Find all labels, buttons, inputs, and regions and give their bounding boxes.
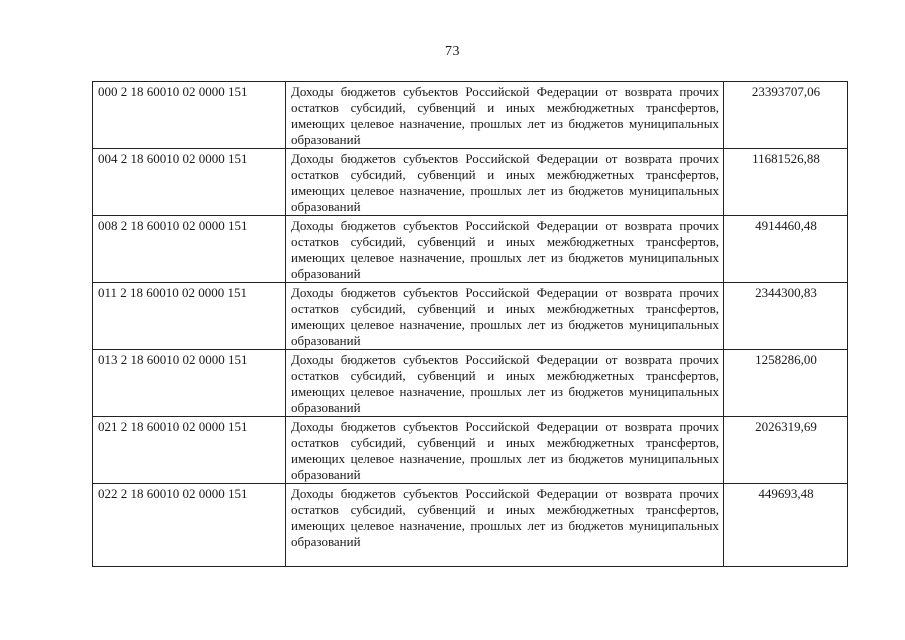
table-row [93,149,848,216]
table-row [93,350,848,417]
amount-cell: 23393707,06 [724,82,848,149]
table-row [93,484,848,567]
budget-code-cell: 004 2 18 60010 02 0000 151 [93,149,286,216]
budget-code-cell: 022 2 18 60010 02 0000 151 [93,484,286,567]
amount-cell: 2026319,69 [724,417,848,484]
budget-code-cell: 021 2 18 60010 02 0000 151 [93,417,286,484]
table-row [93,216,848,283]
table-row [93,417,848,484]
description-cell: Доходы бюджетов субъектов Российской Федерации от возврата прочих остатков субсидий, субвенций и иных межбюджетных трансфертов, имеющих целевое назначение, прошлых лет из бюджетов муниципальных образований [286,417,724,484]
amount-cell: 4914460,48 [724,216,848,283]
amount-cell: 2344300,83 [724,283,848,350]
budget-code-cell: 000 2 18 60010 02 0000 151 [93,82,286,149]
table-row [93,82,848,149]
description-cell: Доходы бюджетов субъектов Российской Федерации от возврата прочих остатков субсидий, субвенций и иных межбюджетных трансфертов, имеющих целевое назначение, прошлых лет из бюджетов муниципальных образований [286,149,724,216]
budget-code-cell: 011 2 18 60010 02 0000 151 [93,283,286,350]
budget-code-cell: 013 2 18 60010 02 0000 151 [93,350,286,417]
budget-code-cell: 008 2 18 60010 02 0000 151 [93,216,286,283]
budget-revenue-table [92,81,848,567]
description-cell: Доходы бюджетов субъектов Российской Федерации от возврата прочих остатков субсидий, субвенций и иных межбюджетных трансфертов, имеющих целевое назначение, прошлых лет из бюджетов муниципальных образований [286,82,724,149]
amount-cell: 11681526,88 [724,149,848,216]
description-cell: Доходы бюджетов субъектов Российской Федерации от возврата прочих остатков субсидий, субвенций и иных межбюджетных трансфертов, имеющих целевое назначение, прошлых лет из бюджетов муниципальных образований [286,350,724,417]
amount-cell: 449693,48 [724,484,848,567]
table-row [93,283,848,350]
description-cell: Доходы бюджетов субъектов Российской Федерации от возврата прочих остатков субсидий, субвенций и иных межбюджетных трансфертов, имеющих целевое назначение, прошлых лет из бюджетов муниципальных образований [286,216,724,283]
description-cell: Доходы бюджетов субъектов Российской Федерации от возврата прочих остатков субсидий, субвенций и иных межбюджетных трансфертов, имеющих целевое назначение, прошлых лет из бюджетов муниципальных образований [286,283,724,350]
description-cell: Доходы бюджетов субъектов Российской Федерации от возврата прочих остатков субсидий, субвенций и иных межбюджетных трансфертов, имеющих целевое назначение, прошлых лет из бюджетов муниципальных образований [286,484,724,567]
amount-cell: 1258286,00 [724,350,848,417]
page-number: 73 [445,44,460,59]
